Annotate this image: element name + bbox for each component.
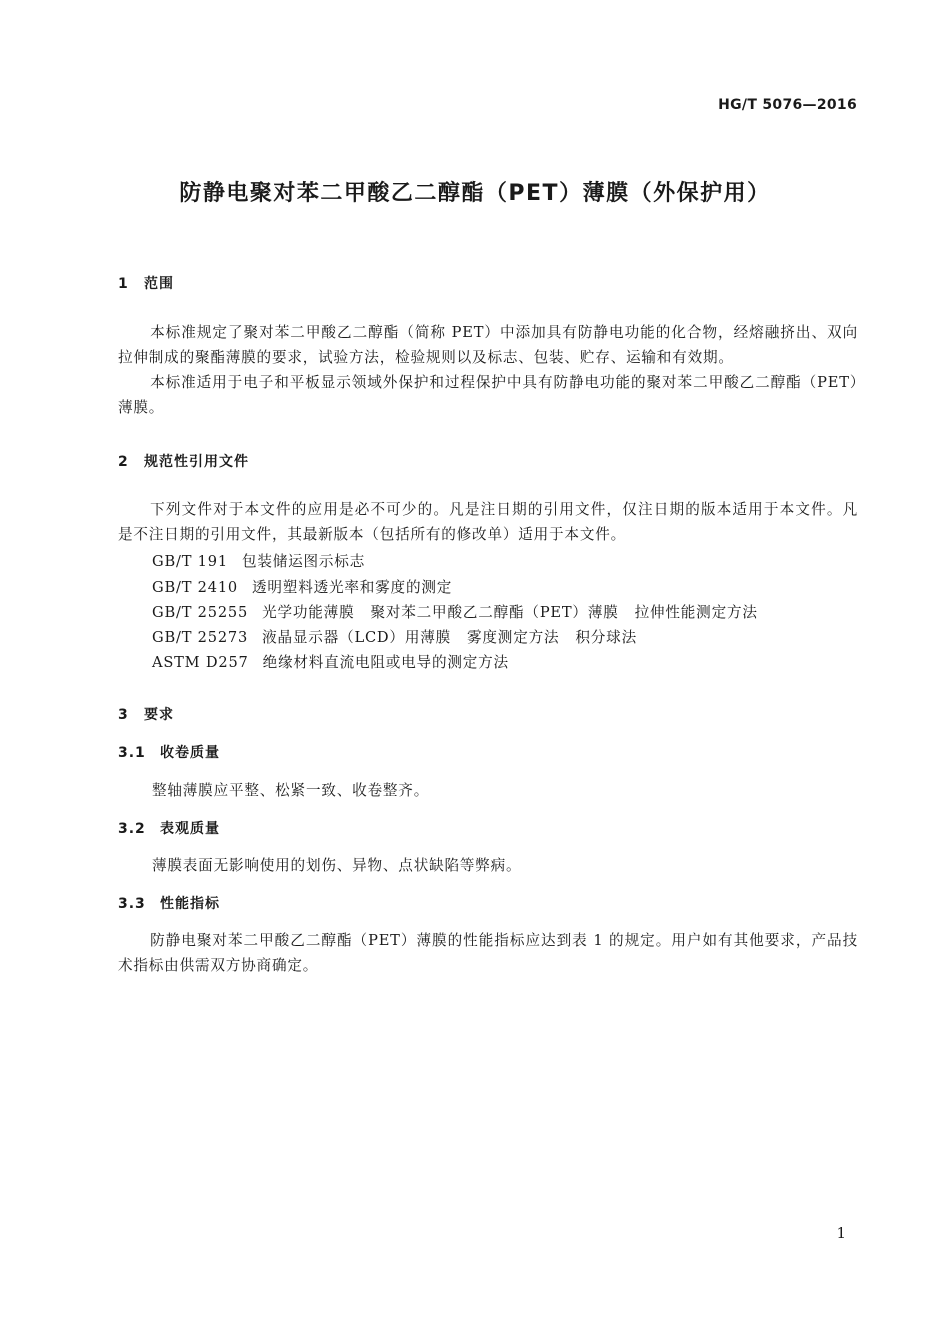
subsection-3-2-heading	[118, 818, 220, 838]
section-3-heading	[118, 704, 174, 724]
section-2-intro	[118, 497, 858, 547]
reference-title-part: 雾度测定方法	[467, 629, 560, 646]
subsection-3-1-heading	[118, 742, 220, 762]
section-1-body	[118, 320, 858, 420]
subsection-title: 表观质量	[160, 821, 220, 837]
reference-item	[152, 601, 758, 622]
page-number: 1	[836, 1224, 846, 1242]
subsection-title: 收卷质量	[160, 745, 220, 761]
paragraph: 下列文件对于本文件的应用是必不可少的。凡是注日期的引用文件，仅注日期的版本适用于本文件。凡是不注日期的引用文件，其最新版本（包括所有的修改单）适用于本文件。	[118, 501, 858, 543]
reference-item	[152, 626, 637, 647]
subsection-3-3-body	[118, 928, 858, 978]
reference-code: GB/T 191	[152, 553, 228, 570]
subsection-number: 3.2	[118, 821, 146, 837]
reference-code: ASTM D257	[152, 654, 249, 671]
standard-code: HG/T 5076—2016	[718, 97, 857, 113]
subsection-number: 3.3	[118, 896, 146, 912]
section-title: 规范性引用文件	[144, 454, 249, 470]
subsection-3-3-heading	[118, 893, 220, 913]
section-number: 2	[118, 454, 129, 470]
reference-code: GB/T 2410	[152, 579, 239, 596]
section-title: 范围	[144, 276, 174, 292]
reference-title-part: 聚对苯二甲酸乙二醇酯（PET）薄膜	[370, 604, 619, 621]
reference-item	[152, 576, 452, 597]
section-2-heading	[118, 451, 249, 471]
reference-title: 绝缘材料直流电阻或电导的测定方法	[262, 654, 509, 671]
reference-title-part: 液晶显示器（LCD）用薄膜	[262, 629, 452, 646]
section-title: 要求	[144, 707, 174, 723]
section-1-heading	[118, 273, 174, 293]
subsection-title: 性能指标	[160, 896, 220, 912]
reference-title-part: 光学功能薄膜	[262, 604, 355, 621]
reference-code: GB/T 25255	[152, 604, 249, 621]
reference-title-part: 积分球法	[575, 629, 637, 646]
subsection-3-2-text: 薄膜表面无影响使用的划伤、异物、点状缺陷等弊病。	[152, 857, 522, 874]
reference-item	[152, 651, 509, 672]
paragraph: 本标准适用于电子和平板显示领域外保护和过程保护中具有防静电功能的聚对苯二甲酸乙二醇酯（PET）薄膜。	[118, 374, 858, 416]
section-number: 3	[118, 707, 129, 723]
subsection-3-1-text: 整轴薄膜应平整、松紧一致、收卷整齐。	[152, 782, 430, 799]
section-number: 1	[118, 276, 129, 292]
reference-title: 透明塑料透光率和雾度的测定	[252, 579, 453, 596]
paragraph: 防静电聚对苯二甲酸乙二醇酯（PET）薄膜的性能指标应达到表 1 的规定。用户如有其他要求，产品技术指标由供需双方协商确定。	[118, 932, 858, 974]
reference-title: 包装储运图示标志	[241, 553, 366, 570]
subsection-number: 3.1	[118, 745, 146, 761]
reference-title-part: 拉伸性能测定方法	[634, 604, 758, 621]
reference-item	[152, 550, 365, 571]
paragraph: 本标准规定了聚对苯二甲酸乙二醇酯（简称 PET）中添加具有防静电功能的化合物，经熔融挤出、双向拉伸制成的聚酯薄膜的要求，试验方法，检验规则以及标志、包装、贮存、运输和有效期。	[118, 324, 858, 366]
document-title: 防静电聚对苯二甲酸乙二醇酯（PET）薄膜（外保护用）	[179, 181, 771, 206]
reference-code: GB/T 25273	[152, 629, 249, 646]
